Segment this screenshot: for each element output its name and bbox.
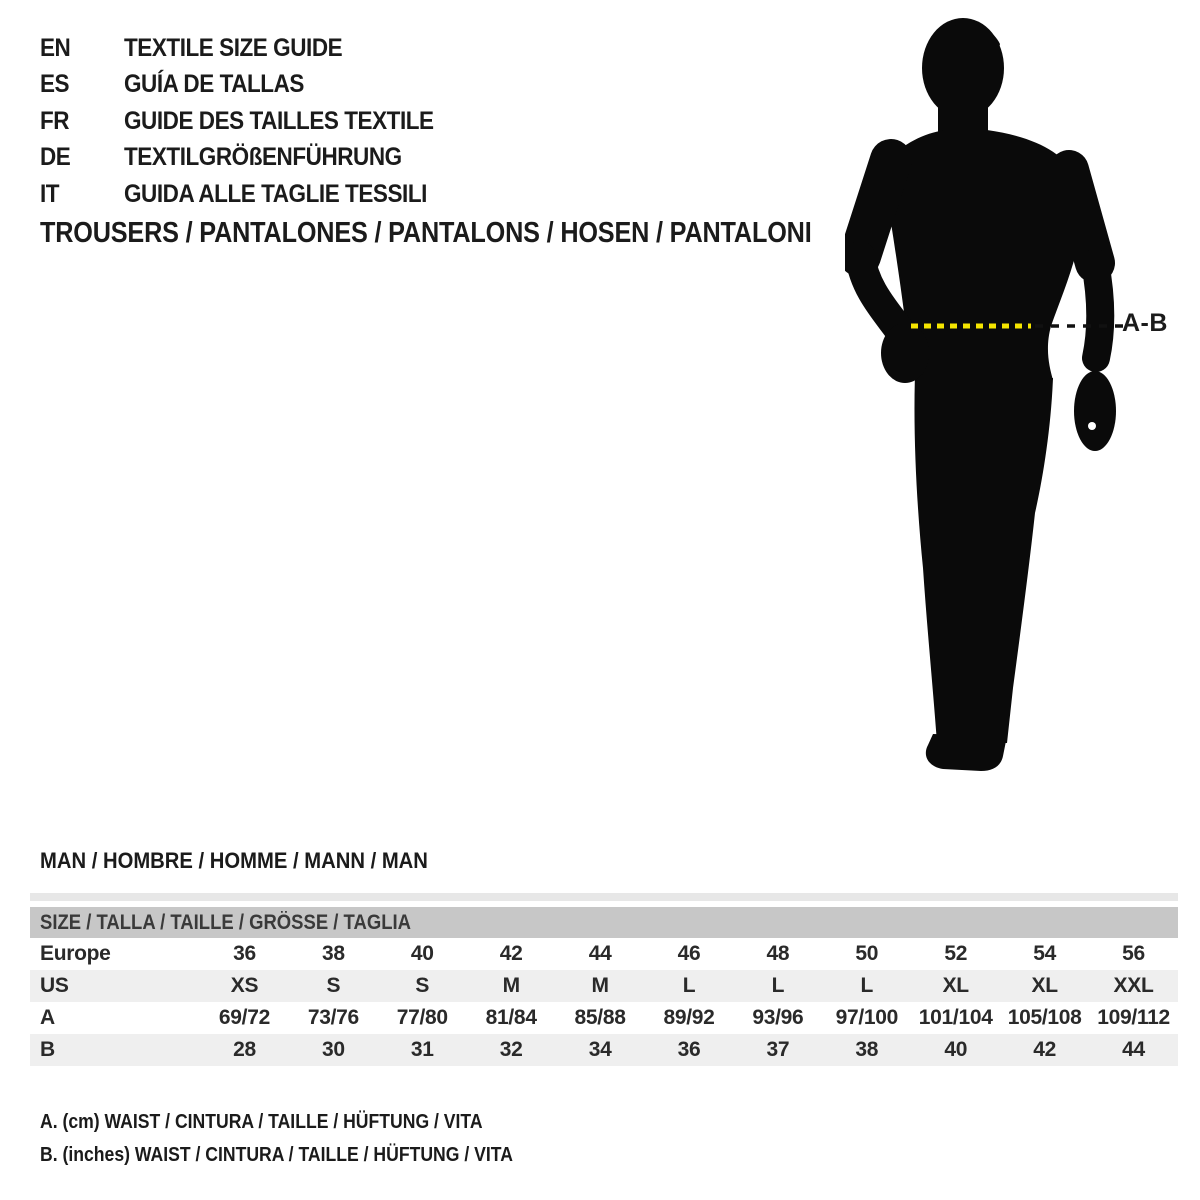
table-cell: 36 — [677, 1038, 701, 1061]
man-silhouette-figure — [845, 8, 1145, 788]
table-row-a-cm — [30, 1002, 1178, 1034]
row-label: A — [40, 1006, 55, 1029]
table-cell: 81/84 — [485, 1006, 537, 1029]
table-cell: 85/88 — [574, 1006, 626, 1029]
silhouette-shoe — [926, 734, 1007, 771]
language-title: GUIDE DES TAILLES TEXTILE — [124, 106, 434, 135]
table-cell: M — [591, 974, 609, 997]
language-row — [40, 140, 468, 177]
table-cell: 37 — [766, 1038, 790, 1061]
table-cell: 101/104 — [918, 1006, 993, 1029]
table-cell: 38 — [855, 1038, 879, 1061]
table-top-strip — [30, 893, 1178, 901]
table-cell: 97/100 — [835, 1006, 899, 1029]
table-cell: XS — [230, 974, 259, 997]
language-row — [40, 103, 468, 140]
table-cell: 40 — [410, 942, 434, 965]
language-code: IT — [40, 179, 60, 208]
note-b-inches: B. (inches) WAIST / CINTURA / TAILLE / HÜFTUNG / VITA — [40, 1144, 513, 1166]
row-label: B — [40, 1038, 55, 1061]
table-cell: 34 — [588, 1038, 612, 1061]
table-cell: 44 — [588, 942, 612, 965]
language-code: EN — [40, 33, 71, 62]
man-silhouette-svg — [845, 8, 1145, 788]
table-cell: XL — [1031, 974, 1058, 997]
table-cell: 77/80 — [396, 1006, 448, 1029]
table-cell: 30 — [321, 1038, 345, 1061]
table-cell: L — [682, 974, 696, 997]
table-cell: 69/72 — [218, 1006, 270, 1029]
table-cell: 109/112 — [1097, 1006, 1170, 1029]
table-cell: 52 — [944, 942, 968, 965]
table-cell: 32 — [499, 1038, 523, 1061]
table-cell: 40 — [944, 1038, 968, 1061]
table-cell: 48 — [766, 942, 790, 965]
table-header — [30, 907, 1178, 938]
table-cell: 36 — [233, 942, 256, 965]
table-row-us — [30, 970, 1178, 1002]
language-code: FR — [40, 106, 70, 135]
table-cell: 46 — [677, 942, 701, 965]
table-cell: 44 — [1122, 1038, 1145, 1061]
table-row-b-inches — [30, 1034, 1178, 1066]
table-cell: 54 — [1033, 942, 1056, 965]
table-cell: 31 — [410, 1038, 434, 1061]
waist-measure-label: A-B — [1122, 309, 1168, 337]
table-cell: 89/92 — [663, 1006, 715, 1029]
language-row — [40, 30, 468, 67]
note-a-cm: A. (cm) WAIST / CINTURA / TAILLE / HÜFTUNG / VITA — [40, 1111, 483, 1133]
table-cell: 42 — [499, 942, 523, 965]
table-header-label: SIZE / TALLA / TAILLE / GRÖSSE / TAGLIA — [40, 910, 411, 934]
silhouette-legs — [914, 374, 1053, 743]
table-cell: 105/108 — [1007, 1006, 1082, 1029]
language-row — [40, 67, 468, 104]
table-cell: 38 — [321, 942, 345, 965]
table-cell: M — [502, 974, 520, 997]
language-title: TEXTILE SIZE GUIDE — [124, 33, 343, 62]
table-cell: S — [415, 974, 430, 997]
table-cell: L — [860, 974, 874, 997]
table-cell: 56 — [1122, 942, 1145, 965]
silhouette-right-fist — [1074, 371, 1116, 451]
size-table — [30, 907, 1178, 1066]
language-title: TEXTILGRÖßENFÜHRUNG — [124, 143, 402, 172]
table-row-europe — [30, 938, 1178, 970]
silhouette-left-hand — [881, 323, 929, 383]
table-cell: L — [771, 974, 785, 997]
table-cell: S — [326, 974, 341, 997]
language-title: GUIDA ALLE TAGLIE TESSILI — [124, 179, 427, 208]
row-label: US — [40, 974, 69, 997]
language-title: GUÍA DE TALLAS — [124, 70, 304, 99]
product-heading: TROUSERS / PANTALONES / PANTALONS / HOSEN / PANTALONI — [40, 217, 812, 249]
language-code: ES — [40, 70, 70, 99]
language-row — [40, 176, 468, 213]
section-heading-man: MAN / HOMBRE / HOMME / MANN / MAN — [40, 848, 428, 873]
language-title-list — [40, 30, 468, 213]
table-cell: 42 — [1033, 1038, 1056, 1061]
table-cell: XL — [942, 974, 969, 997]
table-cell: 28 — [233, 1038, 256, 1061]
table-cell: XXL — [1113, 974, 1154, 997]
table-cell: 73/76 — [307, 1006, 359, 1029]
table-cell: 93/96 — [752, 1006, 804, 1029]
measurement-notes — [40, 1106, 577, 1172]
language-code: DE — [40, 143, 71, 172]
row-label: Europe — [40, 942, 111, 965]
table-cell: 50 — [855, 942, 879, 965]
